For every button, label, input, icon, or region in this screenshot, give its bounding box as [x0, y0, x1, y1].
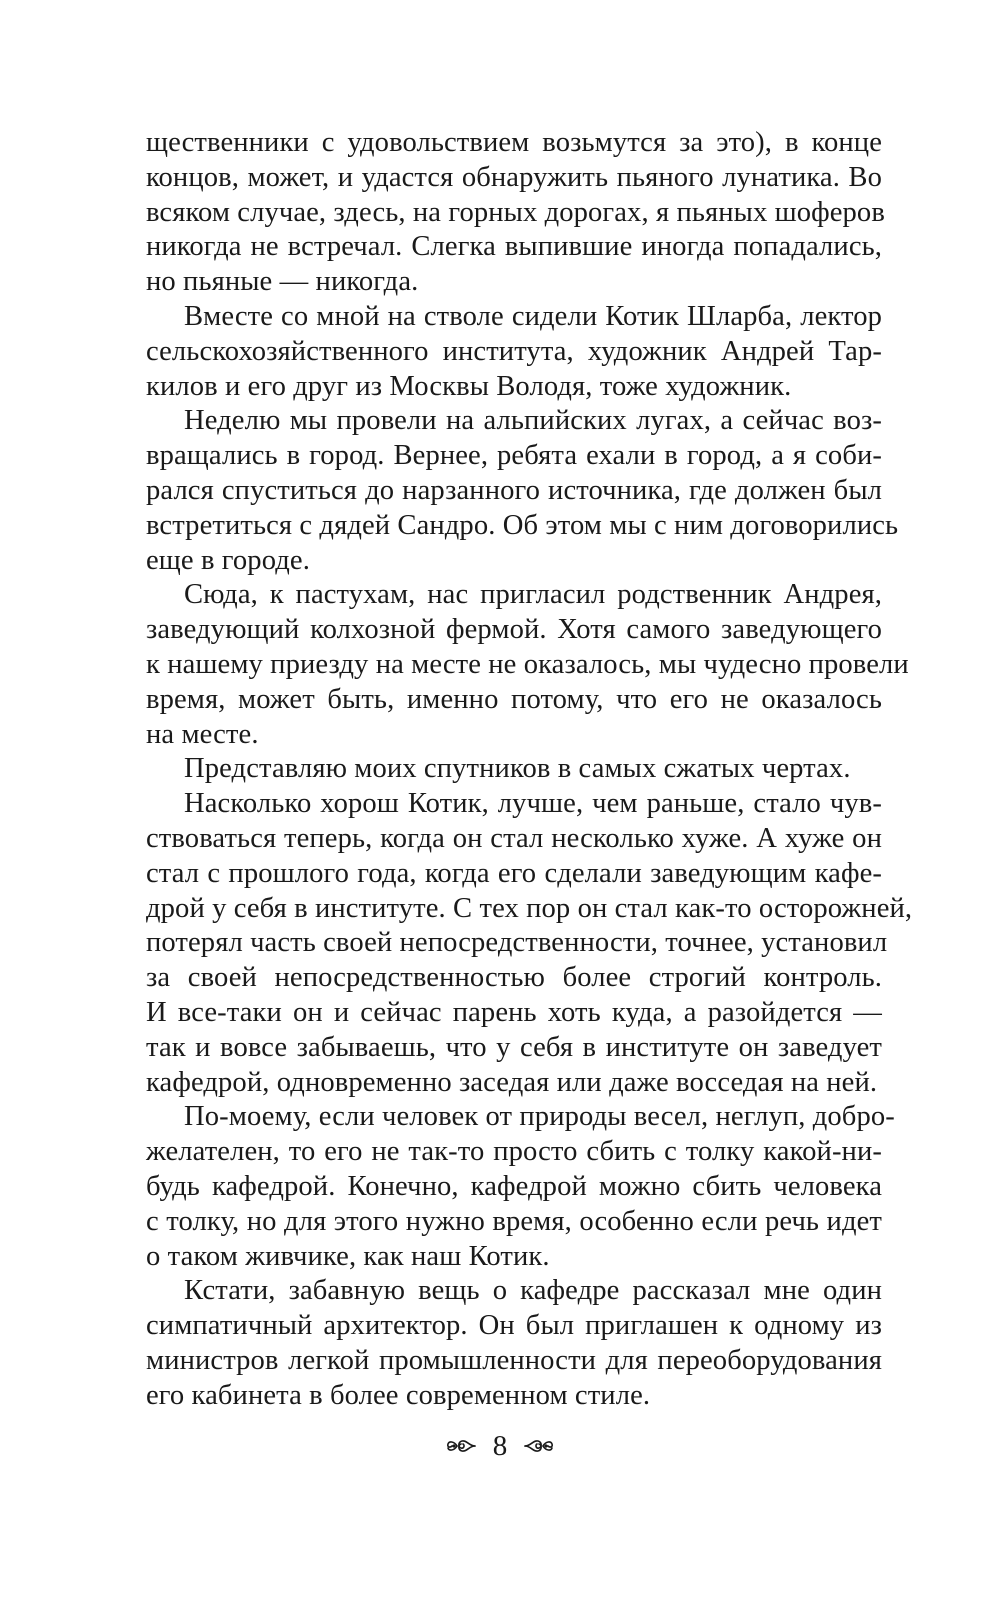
text-line: сельскохозяйственного института, художник Андрей Тар-: [146, 335, 882, 367]
text-line: По-моему, если человек от природы весел, неглуп, добро-: [184, 1101, 895, 1133]
text-line: всяком случае, здесь, на горных дорогах, я пьяных шоферов: [146, 196, 885, 228]
text-line: концов, может, и удастся обнаружить пьяного лунатика. Во: [146, 161, 882, 193]
text-line: время, может быть, именно потому, что его не оказалось: [146, 683, 882, 715]
text-line: Вместе со мной на стволе сидели Котик Шларба, лектор: [184, 300, 882, 332]
text-line: встретиться с дядей Сандро. Об этом мы с ним договорились: [146, 509, 899, 541]
text-line: заведующий колхозной фермой. Хотя самого заведующего: [146, 614, 882, 646]
text-line: министров легкой промышленности для переоборудования: [146, 1344, 882, 1376]
text-line: его кабинета в более современном стиле.: [146, 1379, 651, 1411]
text-line: но пьяные — никогда.: [146, 266, 419, 298]
text-line: щественники с удовольствием возьмутся за это), в конце: [146, 127, 882, 158]
text-line: Насколько хорош Котик, лучше, чем раньше, стало чув-: [184, 788, 882, 820]
right-floral-ornament-icon: [523, 1435, 555, 1457]
text-line: рался спуститься до нарзанного источника, где должен был: [146, 474, 882, 506]
text-line: симпатичный архитектор. Он был приглашен к одному из: [146, 1310, 882, 1342]
text-line: так и вовсе забываешь, что у себя в институте он заведует: [146, 1031, 882, 1063]
text-line: желателен, то его не так-то просто сбить с толку какой-ни-: [146, 1136, 882, 1168]
text-line: Кстати, забавную вещь о кафедре рассказал мне один: [184, 1275, 882, 1307]
text-line: И все-таки он и сейчас парень хоть куда, а разойдется —: [146, 996, 882, 1028]
text-line: за своей непосредственностью более строгий контроль.: [146, 962, 882, 994]
text-line: Неделю мы провели на альпийских лугах, а сейчас воз-: [184, 405, 882, 437]
text-line: о таком живчике, как наш Котик.: [146, 1240, 550, 1272]
text-line: к нашему приезду на месте не оказалось, мы чудесно провели: [146, 648, 909, 680]
body-text: [146, 126, 913, 1413]
text-line: килов и его друг из Москвы Володя, тоже художник.: [146, 370, 792, 402]
text-line: никогда не встречал. Слегка выпившие иногда попадались,: [146, 231, 882, 263]
text-line: Представляю моих спутников в самых сжатых чертах.: [184, 753, 851, 785]
text-line: на месте.: [146, 718, 259, 750]
page-footer: [0, 1426, 1000, 1466]
text-line: ствоваться теперь, когда он стал несколько хуже. А хуже он: [146, 822, 882, 854]
text-line: Сюда, к пастухам, нас пригласил родственник Андрея,: [184, 579, 882, 611]
text-line: будь кафедрой. Конечно, кафедрой можно сбить человека: [146, 1170, 882, 1202]
left-floral-ornament-icon: [445, 1435, 477, 1457]
page-number: 8: [492, 1430, 508, 1462]
text-line: еще в городе.: [146, 544, 310, 576]
text-line: стал с прошлого года, когда его сделали заведующим кафе-: [146, 857, 882, 889]
text-line: дрой у себя в институте. С тех пор он стал как-то осторожней,: [146, 892, 913, 924]
text-line: вращались в город. Вернее, ребята ехали в город, а я соби-: [146, 440, 882, 472]
text-line: с толку, но для этого нужно время, особенно если речь идет: [146, 1205, 882, 1237]
text-line: кафедрой, одновременно заседая или даже восседая на ней.: [146, 1066, 878, 1098]
text-line: потерял часть своей непосредственности, точнее, установил: [146, 927, 888, 959]
